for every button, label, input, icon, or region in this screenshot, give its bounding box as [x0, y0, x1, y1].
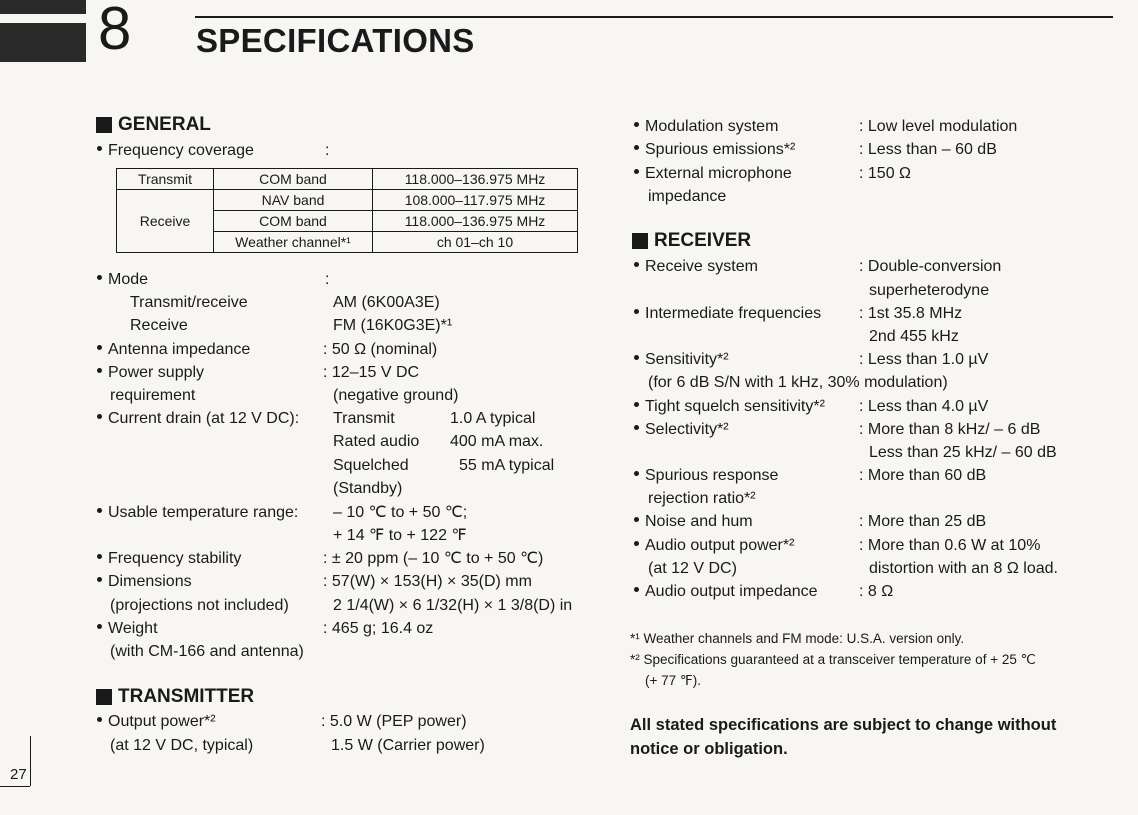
spurious-response-value: : More than 60 dB: [859, 467, 987, 484]
section-general-heading: [96, 114, 211, 136]
power-supply-value-2: (negative ground): [333, 387, 459, 404]
footnote-2-cont: (+ 77 ℉).: [645, 673, 701, 688]
receive-system-value-2: superheterodyne: [869, 282, 990, 299]
bullet-icon: [97, 368, 102, 373]
bullet-icon: [634, 471, 639, 476]
footnote-1: *¹ Weather channels and FM mode: U.S.A. version only.: [630, 631, 965, 646]
spurious-response-label-2: rejection ratio*²: [648, 490, 756, 507]
tight-squelch-label: Tight squelch sensitivity*²: [634, 395, 825, 418]
modulation-label: Modulation system: [634, 115, 778, 138]
sensitivity-label: Sensitivity*²: [634, 348, 729, 371]
section-transmitter-label: TRANSMITTER: [118, 686, 255, 707]
bullet-icon: [634, 309, 639, 314]
mic-impedance-label-2: impedance: [648, 188, 727, 205]
mic-impedance-value: : 150 Ω: [859, 165, 911, 182]
receive-system-value: : Double-conversion: [859, 258, 1002, 275]
noise-hum-value: : More than 25 dB: [859, 513, 987, 530]
section-general-label: GENERAL: [118, 114, 211, 135]
disclaimer: All stated specifications are subject to change without: [630, 716, 1057, 734]
table-cell-receive: Receive: [117, 190, 214, 253]
selectivity-value: : More than 8 kHz/ – 6 dB: [859, 421, 1041, 438]
if-value-2: 2nd 455 kHz: [869, 328, 959, 345]
bullet-icon: [97, 624, 102, 629]
heading-square-icon: [632, 233, 648, 249]
current-row-name: Transmit: [333, 410, 395, 427]
audio-impedance-value: : 8 Ω: [859, 583, 894, 600]
bullet-icon: [634, 402, 639, 407]
if-value: : 1st 35.8 MHz: [859, 305, 963, 322]
bullet-icon: [634, 541, 639, 546]
audio-impedance-label: Audio output impedance: [634, 580, 818, 603]
selectivity-label: Selectivity*²: [634, 418, 729, 441]
power-supply-label-2: requirement: [110, 387, 196, 404]
bullet-icon: [97, 508, 102, 513]
output-power-note: (at 12 V DC, typical): [110, 737, 254, 754]
spurious-response-label: Spurious response: [634, 464, 778, 487]
table-cell-band: NAV band: [214, 190, 373, 211]
table-cell-range: 118.000–136.975 MHz: [373, 211, 578, 232]
dimensions-label: Dimensions: [97, 570, 192, 593]
section-receiver-label: RECEIVER: [654, 230, 752, 251]
table-cell-band: Weather channel*¹: [214, 232, 373, 253]
heading-square-icon: [96, 689, 112, 705]
output-power-value-2: 1.5 W (Carrier power): [331, 737, 485, 754]
power-supply-label: Power supply: [97, 361, 204, 384]
audio-output-note: (at 12 V DC): [648, 560, 737, 577]
current-drain-label: Current drain (at 12 V DC):: [97, 407, 299, 430]
if-label: Intermediate frequencies: [634, 302, 821, 325]
bullet-icon: [97, 345, 102, 350]
dimensions-value: : 57(W) × 153(H) × 35(D) mm: [323, 573, 532, 590]
mode-colon: :: [325, 271, 330, 288]
bullet-icon: [97, 717, 102, 722]
bullet-icon: [634, 262, 639, 267]
bullet-icon: [634, 587, 639, 592]
heading-square-icon: [96, 117, 112, 133]
current-row-name: Rated audio: [333, 433, 420, 450]
bullet-icon: [97, 577, 102, 582]
sensitivity-value: : Less than 1.0 µV: [859, 351, 989, 368]
table-cell-range: ch 01–ch 10: [373, 232, 578, 253]
weight-label: Weight: [97, 617, 158, 640]
table-cell-range: 108.000–117.975 MHz: [373, 190, 578, 211]
table-cell-band: COM band: [214, 169, 373, 190]
bullet-icon: [634, 145, 639, 150]
stability-label: Frequency stability: [97, 547, 241, 570]
temperature-value-2: + 14 ℉ to + 122 ℉: [333, 527, 467, 544]
stability-value: : ± 20 ppm (– 10 ℃ to + 50 ℃): [323, 550, 544, 567]
audio-output-value-2: distortion with an 8 Ω load.: [869, 560, 1058, 577]
temperature-value: – 10 ℃ to + 50 ℃;: [333, 504, 468, 521]
spurious-emissions-label: Spurious emissions*²: [634, 138, 795, 161]
antenna-value: : 50 Ω (nominal): [323, 341, 438, 358]
table-cell-transmit: Transmit: [117, 169, 214, 190]
receive-label: Receive: [130, 317, 188, 334]
bullet-icon: [97, 146, 102, 151]
bullet-icon: [634, 355, 639, 360]
bullet-icon: [97, 554, 102, 559]
bullet-icon: [634, 122, 639, 127]
section-receiver-heading: [632, 230, 751, 252]
freq-coverage-colon: :: [325, 142, 330, 159]
table-cell-range: 118.000–136.975 MHz: [373, 169, 578, 190]
power-supply-value: : 12–15 V DC: [323, 364, 420, 381]
receive-system-label: Receive system: [634, 255, 758, 278]
current-row-value: 400 mA max.: [450, 433, 544, 450]
audio-output-label: Audio output power*²: [634, 534, 794, 557]
output-power-label: Output power*²: [97, 710, 216, 733]
weight-value: : 465 g; 16.4 oz: [323, 620, 434, 637]
tx-rx-label: Transmit/receive: [130, 294, 248, 311]
modulation-value: : Low level modulation: [859, 118, 1018, 135]
bullet-icon: [97, 414, 102, 419]
bullet-icon: [97, 275, 102, 280]
output-power-value: : 5.0 W (PEP power): [321, 713, 467, 730]
table-cell-band: COM band: [214, 211, 373, 232]
chapter-tab: [0, 0, 86, 62]
temperature-label: Usable temperature range:: [97, 501, 298, 524]
frequency-table: [116, 168, 578, 253]
bullet-icon: [634, 517, 639, 522]
page-number-divider: [30, 736, 31, 786]
audio-output-value: : More than 0.6 W at 10%: [859, 537, 1041, 554]
bullet-icon: [634, 425, 639, 430]
dimensions-note: (projections not included): [110, 597, 289, 614]
current-row-value: 1.0 A typical: [450, 410, 536, 427]
dimensions-inch: 2 1/4(W) × 6 1/32(H) × 1 3/8(D) in: [333, 597, 573, 614]
page-title: SPECIFICATIONS: [196, 22, 475, 59]
standby-note: (Standby): [333, 480, 403, 497]
current-row-name: Squelched: [333, 457, 409, 474]
mode-label: Mode: [97, 268, 148, 291]
tx-rx-value: AM (6K00A3E): [333, 294, 440, 311]
selectivity-value-2: Less than 25 kHz/ – 60 dB: [869, 444, 1057, 461]
table-row: [117, 190, 578, 211]
page-number-rule: [0, 786, 30, 787]
sensitivity-note: (for 6 dB S/N with 1 kHz, 30% modulation): [648, 374, 948, 391]
header-rule: [195, 16, 1113, 18]
disclaimer-cont: notice or obligation.: [630, 740, 788, 758]
chapter-tab-gap: [0, 14, 86, 23]
section-transmitter-heading: [96, 686, 254, 708]
table-row: [117, 169, 578, 190]
noise-hum-label: Noise and hum: [634, 510, 753, 533]
footnote-2: *² Specifications guaranteed at a transceiver temperature of + 25 ℃: [630, 652, 1036, 667]
freq-coverage-label: Frequency coverage: [97, 139, 254, 162]
mic-impedance-label: External microphone: [634, 162, 792, 185]
tight-squelch-value: : Less than 4.0 µV: [859, 398, 989, 415]
current-row-value: 55 mA typical: [459, 457, 555, 474]
weight-note: (with CM-166 and antenna): [110, 643, 304, 660]
receive-value: FM (16K0G3E)*¹: [333, 317, 453, 334]
chapter-number: 8: [98, 0, 132, 62]
page-number: 27: [10, 766, 27, 783]
spurious-emissions-value: : Less than – 60 dB: [859, 141, 997, 158]
antenna-label: Antenna impedance: [97, 338, 250, 361]
bullet-icon: [634, 169, 639, 174]
